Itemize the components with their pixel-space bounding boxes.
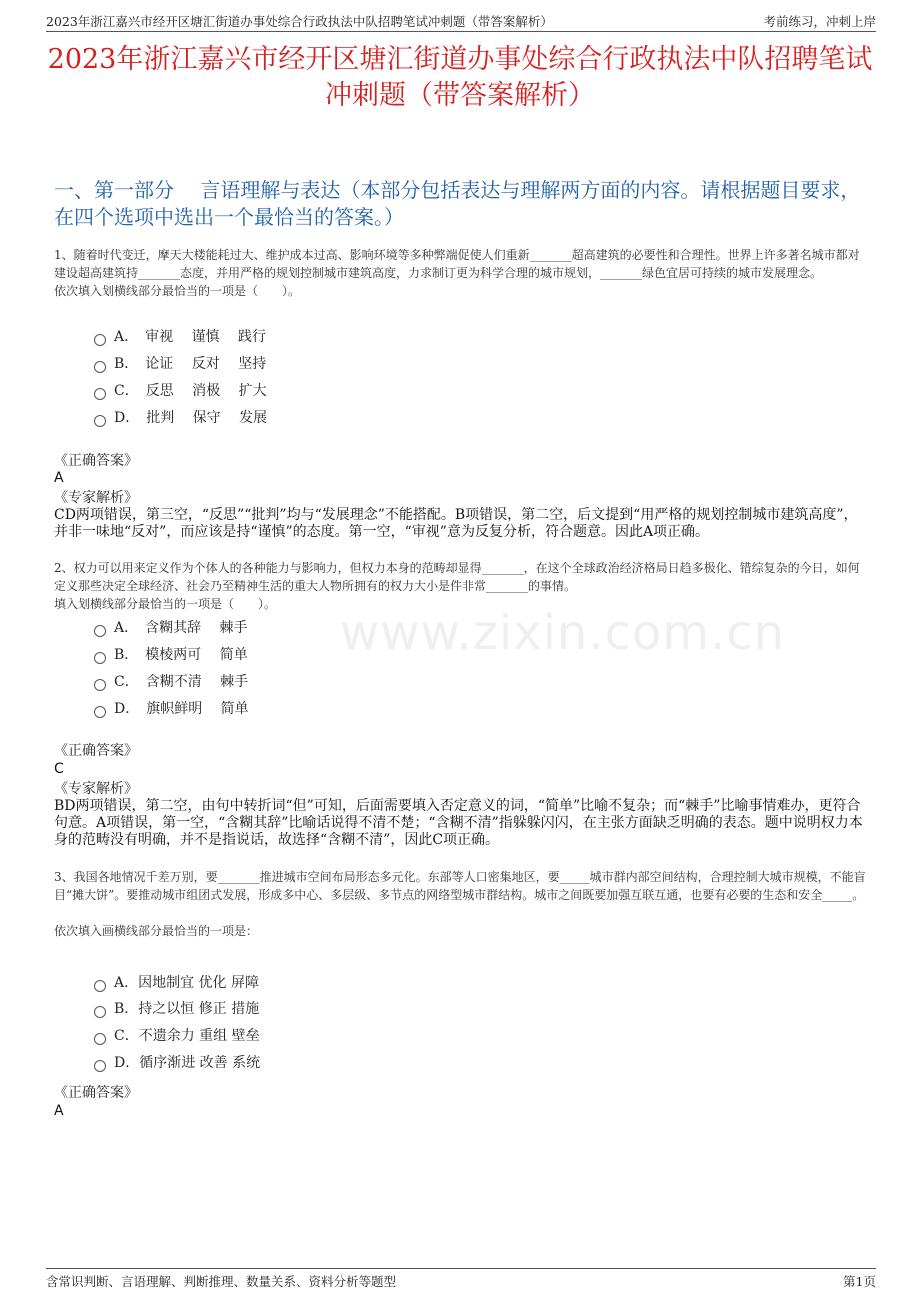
option-label: B．持之以恒 修正 措施 xyxy=(114,1001,260,1017)
question-1-option-c[interactable] xyxy=(94,380,267,402)
page-header xyxy=(46,10,876,32)
question-3-stem xyxy=(54,868,870,940)
answer-label: 《正确答案》 xyxy=(54,1085,138,1101)
question-3-option-b[interactable] xyxy=(94,998,259,1020)
radio-icon[interactable] xyxy=(94,625,106,637)
option-label: A． 审视 谨慎 践行 xyxy=(114,329,267,345)
option-label: B． 模棱两可 简单 xyxy=(114,647,248,663)
question-2-option-d[interactable] xyxy=(94,698,249,720)
radio-icon[interactable] xyxy=(94,1060,106,1072)
option-label: C． 含糊不清 棘手 xyxy=(114,674,249,690)
radio-icon[interactable] xyxy=(94,361,106,373)
header-slogan: 考前练习，冲刺上岸 xyxy=(763,14,876,29)
question-3-option-d[interactable] xyxy=(94,1052,260,1074)
option-label: D．循序渐进 改善 系统 xyxy=(114,1055,261,1071)
footer-topics: 含常识判断、言语理解、判断推理、数量关系、资料分析等题型 xyxy=(46,1274,397,1289)
analysis-text: BD两项错误，第二空，由句中转折词“但”可知，后面需要填入否定意义的词，“简单”比喻不复杂；而“棘手”比喻事情难办，更符合句意。A项错误，第一空，“含糊其辞”比喻话说得不清不楚；“含糊不清”指躲躲闪闪，在主张方面缺乏明确的表态。题中说明权力本身的范畴没有明确，并不是指说话，故选择“含糊不清”，因此C项正确。 xyxy=(54,798,863,848)
option-label: B． 论证 反对 坚持 xyxy=(114,356,267,372)
question-2-stem xyxy=(54,559,870,613)
radio-icon[interactable] xyxy=(94,1033,106,1045)
question-1-option-a[interactable] xyxy=(94,326,266,348)
question-text: 1、随着时代变迁，摩天大楼能耗过大、维护成本过高、影响环境等多种弊端促使人们重新_______超高建筑的必要性和合理性。世界上许多著名城市都对建设超高建筑持_______态度，并用严格的规划控制城市建筑高度，力求制订更为科学合理的城市规划，_______绿色宜居可持续的城市发展理念。 xyxy=(54,248,860,280)
question-prompt: 依次填入划横线部分最恰当的一项是（ ）。 xyxy=(54,284,301,298)
section-heading: 一、第一部分 言语理解与表达（本部分包括表达与理解两方面的内容。请根据题目要求，在四个选项中选出一个最恰当的答案。） xyxy=(54,178,861,229)
option-label: C． 反思 消极 扩大 xyxy=(114,383,267,399)
analysis-label: 《专家解析》 xyxy=(54,490,138,506)
option-label: A． 含糊其辞 棘手 xyxy=(114,620,248,636)
question-3-option-a[interactable] xyxy=(94,972,259,994)
header-doc-title: 2023年浙江嘉兴市经开区塘汇街道办事处综合行政执法中队招聘笔试冲刺题（带答案解析） xyxy=(46,14,553,29)
question-1-stem xyxy=(54,246,870,300)
option-label: D． 批判 保守 发展 xyxy=(114,410,268,426)
radio-icon[interactable] xyxy=(94,980,106,992)
question-text: 3、我国各地情况千差万别，要_______推进城市空间布局形态多元化。东部等人口密集地区，要_____城市群内部空间结构，合理控制大城市规模，不能盲目“摊大饼”。要推动城市组团式发展，形成多中心、多层级、多节点的网络型城市群结构。城市之间既要加强互联互通，也要有必要的生态和安全_____。 xyxy=(54,870,866,902)
watermark: www.zixin.com.cn xyxy=(340,605,786,661)
page-number: 第1页 xyxy=(843,1274,876,1289)
question-1-option-b[interactable] xyxy=(94,353,266,375)
question-2-option-c[interactable] xyxy=(94,671,248,693)
answer-value: A xyxy=(54,470,64,486)
question-2-option-b[interactable] xyxy=(94,644,248,666)
radio-icon[interactable] xyxy=(94,388,106,400)
option-label: D． 旗帜鲜明 简单 xyxy=(114,701,249,717)
radio-icon[interactable] xyxy=(94,679,106,691)
radio-icon[interactable] xyxy=(94,706,106,718)
option-label: A．因地制宜 优化 屏障 xyxy=(114,975,260,991)
answer-value: C xyxy=(54,761,64,777)
question-1-option-d[interactable] xyxy=(94,407,267,429)
option-label: C．不遗余力 重组 壁垒 xyxy=(114,1028,260,1044)
analysis-text: CD两项错误，第三空，“反思”“批判”均与“发展理念”不能搭配。B项错误，第二空，后文提到“用严格的规划控制城市建筑高度”，并非一味地“反对”，而应该是持“谨慎”的态度。第一空，“审视”意为反复分析，符合题意。因此A项正确。 xyxy=(54,507,858,540)
question-prompt: 填入划横线部分最恰当的一项是（ ）。 xyxy=(54,597,277,611)
analysis-label: 《专家解析》 xyxy=(54,781,138,797)
radio-icon[interactable] xyxy=(94,334,106,346)
radio-icon[interactable] xyxy=(94,1006,106,1018)
question-3-option-c[interactable] xyxy=(94,1025,260,1047)
radio-icon[interactable] xyxy=(94,415,106,427)
question-prompt: 依次填入画横线部分最恰当的一项是： xyxy=(54,924,259,938)
answer-value: A xyxy=(54,1103,64,1119)
question-2-option-a[interactable] xyxy=(94,617,248,639)
radio-icon[interactable] xyxy=(94,652,106,664)
answer-label: 《正确答案》 xyxy=(54,743,138,759)
answer-label: 《正确答案》 xyxy=(54,453,138,469)
document-title: 2023年浙江嘉兴市经开区塘汇街道办事处综合行政执法中队招聘笔试冲刺题（带答案解析） xyxy=(47,44,873,111)
question-text: 2、权力可以用来定义作为个体人的各种能力与影响力，但权力本身的范畴却显得_______，在这个全球政治经济格局日趋多极化、错综复杂的今日，如何定义那些决定全球经济、社会乃至精神生活的重大人物所拥有的权力大小是件非常_______的事情。 xyxy=(54,561,860,593)
page-footer xyxy=(46,1268,876,1288)
